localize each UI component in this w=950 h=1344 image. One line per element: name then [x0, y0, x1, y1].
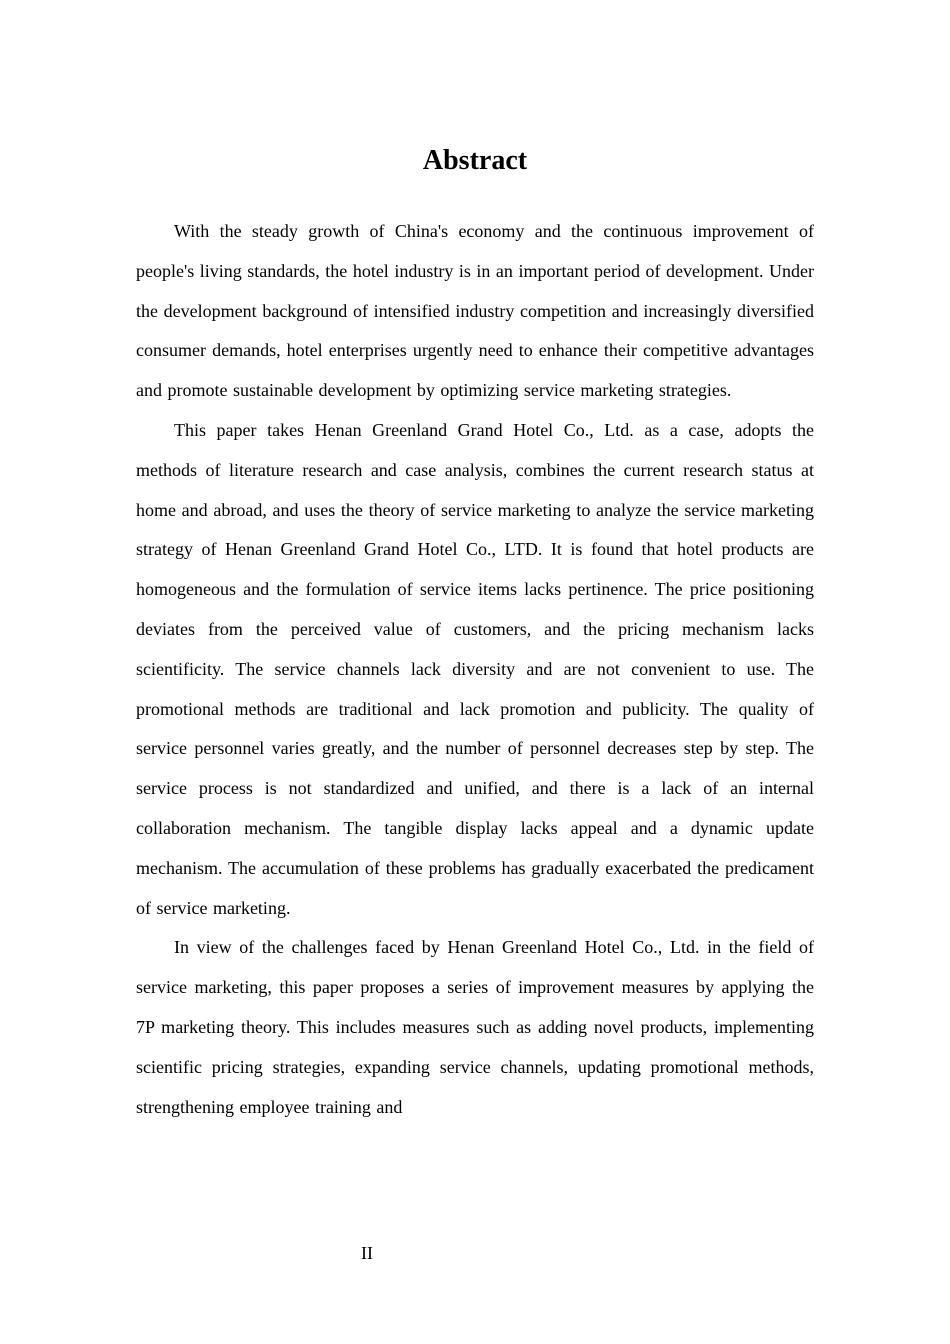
- abstract-paragraph-1: With the steady growth of China's economy and the continuous improvement of people's living standards, the hotel industry is in an important period of development. Under the development background of intensified industry competition and increasingly diversified consumer demands, hotel enterprises urgently need to enhance their competitive advantages and promote sustainable development by optimizing service marketing strategies.: [136, 221, 814, 401]
- abstract-body: [136, 212, 814, 1127]
- abstract-title: Abstract: [422, 145, 528, 176]
- abstract-paragraph-2: This paper takes Henan Greenland Grand Hotel Co., Ltd. as a case, adopts the methods of literature research and case analysis, combines the current research status at home and abroad, and uses the theory of service marketing to analyze the service marketing strategy of Henan Greenland Grand Hotel Co., LTD. It is found that hotel products are homogeneous and the formulation of service items lacks pertinence. The price positioning deviates from the perceived value of customers, and the pricing mechanism lacks scientificity. The service channels lack diversity and are not convenient to use. The promotional methods are traditional and lack promotion and publicity. The quality of service personnel varies greatly, and the number of personnel decreases step by step. The service process is not standardized and unified, and there is a lack of an internal collaboration mechanism. The tangible display lacks appeal and a dynamic update mechanism. The accumulation of these problems has gradually exacerbated the predicament of service marketing.: [136, 419, 814, 918]
- page-number: II: [361, 1243, 373, 1263]
- abstract-paragraph-3: In view of the challenges faced by Henan Greenland Hotel Co., Ltd. in the field of service marketing, this paper proposes a series of improvement measures by applying the 7P marketing theory. This includes measures such as adding novel products, implementing scientific pricing strategies, expanding service channels, updating promotional methods, strengthening employee training and: [136, 937, 814, 1117]
